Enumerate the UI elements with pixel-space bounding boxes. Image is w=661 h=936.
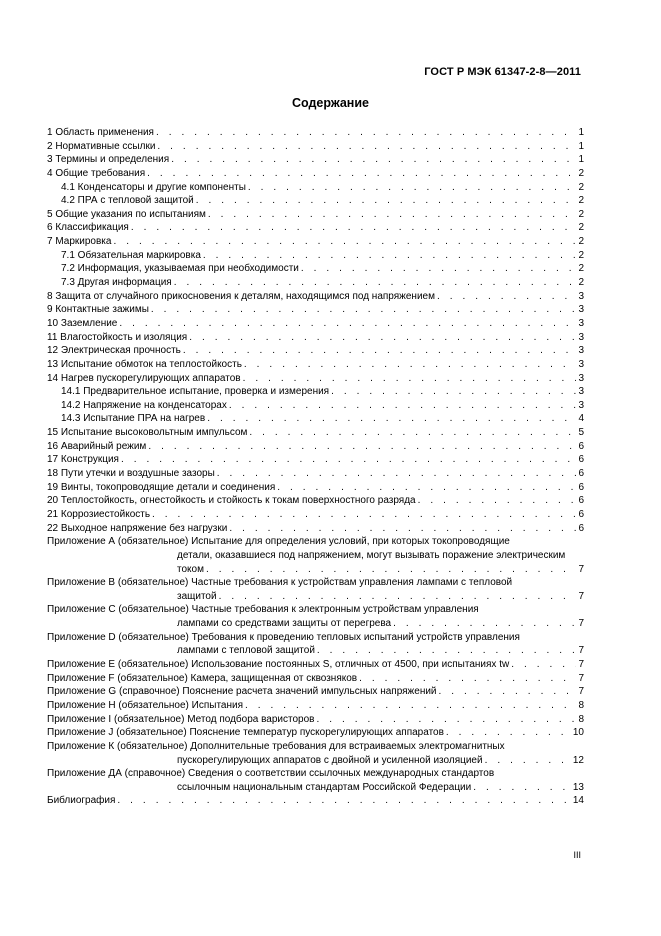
toc-entry-page: 3 <box>578 290 584 302</box>
annex-entry-last-line <box>47 563 584 577</box>
toc-entry-title: 4 Общие требования <box>47 167 146 179</box>
annex-entry-title: Библиография <box>47 795 116 807</box>
page-number: III <box>573 850 581 860</box>
annex-entry-line: детали, оказавшиеся под напряжением, могут вызывать поражение электрическим <box>177 549 566 561</box>
annex-entry[interactable] <box>47 699 584 713</box>
toc-entry[interactable] <box>47 290 584 304</box>
toc-entry[interactable] <box>47 276 584 290</box>
toc-entry[interactable] <box>47 344 584 358</box>
dot-leader <box>152 508 576 522</box>
dot-leader <box>131 221 577 235</box>
annex-entry-page: 8 <box>578 713 584 725</box>
annex-entry[interactable] <box>47 631 584 658</box>
toc-entry[interactable] <box>47 167 584 181</box>
annex-entry-line: лампами со средствами защиты от перегрева <box>177 618 392 630</box>
toc-entry-page: 2 <box>578 195 584 207</box>
toc-entry-page: 1 <box>578 126 584 138</box>
annex-entry[interactable] <box>47 767 584 794</box>
toc-entry[interactable] <box>47 126 584 140</box>
dot-leader <box>196 194 577 208</box>
dot-leader <box>151 303 577 317</box>
toc-entry-title: 4.2 ПРА с тепловой защитой <box>61 195 194 207</box>
toc-entry-title: 13 Испытание обмоток на теплостойкость <box>47 358 242 370</box>
toc-entry-title: 11 Влагостойкость и изоляция <box>47 331 188 343</box>
toc-entry-title: 3 Термины и определения <box>47 154 170 166</box>
dot-leader <box>219 590 577 604</box>
toc-entry-page: 3 <box>578 345 584 357</box>
annex-entry-page: 12 <box>572 754 584 766</box>
dot-leader <box>485 754 571 768</box>
dot-leader <box>208 208 577 222</box>
annex-entry-line: током <box>177 563 204 575</box>
dot-leader <box>393 617 576 631</box>
toc-entry[interactable] <box>47 358 584 372</box>
toc-entry-title: 17 Конструкция <box>47 454 119 466</box>
annex-entry-last-line <box>47 590 584 604</box>
annex-entry[interactable] <box>47 658 584 672</box>
annex-entry[interactable] <box>47 576 584 603</box>
toc-entry[interactable] <box>47 440 584 454</box>
dot-leader <box>277 481 576 495</box>
toc-entry-page: 6 <box>578 522 584 534</box>
toc-entry-page: 2 <box>578 277 584 289</box>
toc-entry-title: 15 Испытание высоковольтным импульсом <box>47 427 248 439</box>
toc-entry-title: 6 Классификация <box>47 222 129 234</box>
annex-entry-last-line <box>47 644 584 658</box>
toc-entry[interactable] <box>47 372 584 386</box>
dot-leader <box>243 372 577 386</box>
toc-entry[interactable] <box>47 317 584 331</box>
dot-leader <box>189 331 576 345</box>
toc-entry-page: 6 <box>578 481 584 493</box>
annex-entry[interactable] <box>47 603 584 630</box>
toc-entry-title: 21 Коррозиестойкость <box>47 508 151 520</box>
annex-entry-page: 7 <box>578 618 584 630</box>
toc-entry-page: 6 <box>578 508 584 520</box>
toc-entry-page: 3 <box>578 331 584 343</box>
toc-entry-title: 7.2 Информация, указываемая при необходимости <box>61 263 299 275</box>
annex-entry-line: защитой <box>177 590 217 602</box>
dot-leader <box>147 167 576 181</box>
toc-entry[interactable] <box>47 481 584 495</box>
document-header: ГОСТ Р МЭК 61347-2-8—2011 <box>424 66 581 78</box>
annex-entry-page: 7 <box>578 672 584 684</box>
toc-entry[interactable] <box>47 153 584 167</box>
dot-leader <box>174 276 577 290</box>
dot-leader <box>229 399 577 413</box>
toc-entry[interactable] <box>47 221 584 235</box>
toc-entry[interactable] <box>47 331 584 345</box>
toc-annexes <box>47 535 584 808</box>
toc-entry[interactable] <box>47 426 584 440</box>
dot-leader <box>117 794 570 808</box>
annex-entry-page: 13 <box>572 781 584 793</box>
annex-entry-line: Приложение D (обязательное) Требования к проведению тепловых испытаний устройств управления <box>47 631 520 643</box>
toc-entry[interactable] <box>47 385 584 399</box>
dot-leader <box>359 672 576 686</box>
annex-entry-page: 7 <box>578 563 584 575</box>
toc-entry[interactable] <box>47 494 584 508</box>
annex-entry[interactable] <box>47 726 584 740</box>
toc-entry-page: 6 <box>578 495 584 507</box>
toc-entry[interactable] <box>47 181 584 195</box>
toc-entry-page: 2 <box>578 208 584 220</box>
annex-entry-page: 7 <box>578 590 584 602</box>
dot-leader <box>244 358 577 372</box>
dot-leader <box>119 317 576 331</box>
annex-entry[interactable] <box>47 685 584 699</box>
dot-leader <box>249 426 576 440</box>
dot-leader <box>301 262 577 276</box>
dot-leader <box>317 644 577 658</box>
dot-leader <box>171 153 576 167</box>
annex-entry-title: Приложение I (обязательное) Метод подбора варисторов <box>47 713 315 725</box>
annex-entry-last-line <box>47 617 584 631</box>
toc-entry-page: 3 <box>578 372 584 384</box>
annex-entry[interactable] <box>47 740 584 767</box>
toc-entry-page: 3 <box>578 386 584 398</box>
toc-entry-page: 2 <box>578 181 584 193</box>
toc-entry-page: 3 <box>578 304 584 316</box>
toc-entry[interactable] <box>47 194 584 208</box>
annex-entry-line: Приложение В (обязательное) Частные требования к устройствам управления лампами с тепловой <box>47 577 513 589</box>
annex-entry-line: ссылочным национальным стандартам Российской Федерации <box>177 781 472 793</box>
toc-entry-title: 16 Аварийный режим <box>47 440 147 452</box>
dot-leader <box>157 140 576 154</box>
dot-leader <box>439 685 577 699</box>
toc-entry-page: 6 <box>578 468 584 479</box>
toc-entry-title: 19 Винты, токопроводящие детали и соединения <box>47 481 276 493</box>
toc-entry[interactable] <box>47 522 584 536</box>
toc-entry-title: 18 Пути утечки и воздушные зазоры <box>47 468 215 479</box>
toc-entry-page: 5 <box>578 427 584 439</box>
toc-entry[interactable] <box>47 467 584 481</box>
annex-entry-line: Приложение ДА (справочное) Сведения о соответствии ссылочных международных стандартов <box>47 768 495 780</box>
dot-leader <box>245 699 576 713</box>
toc-entry-page: 3 <box>578 317 584 329</box>
dot-leader <box>203 249 577 263</box>
toc-entry-title: 14.2 Напряжение на конденсаторах <box>61 399 227 411</box>
dot-leader <box>437 290 576 304</box>
dot-leader <box>183 344 577 358</box>
annex-entry-page: 7 <box>578 659 584 671</box>
toc-entry-title: 22 Выходное напряжение без нагрузки <box>47 522 228 534</box>
dot-leader <box>206 563 576 577</box>
toc-entry-page: 1 <box>578 154 584 166</box>
toc-entry-page: 3 <box>578 358 584 370</box>
dot-leader <box>446 726 571 740</box>
dot-leader <box>148 440 576 454</box>
toc-entry-title: 7.3 Другая информация <box>61 277 172 289</box>
annex-entry[interactable] <box>47 713 584 727</box>
annex-entry[interactable] <box>47 795 584 809</box>
toc-entry[interactable] <box>47 235 584 249</box>
toc-entry-page: 2 <box>578 249 584 261</box>
toc-entry[interactable] <box>47 262 584 276</box>
annex-entry-page: 10 <box>572 727 584 739</box>
toc-entry-title: 8 Защита от случайного прикосновения к деталям, находящимся под напряжением <box>47 290 435 302</box>
annex-entry[interactable] <box>47 535 584 576</box>
dot-leader <box>229 522 576 536</box>
annex-entry-last-line <box>47 754 584 768</box>
toc-entry-title: 14.3 Испытание ПРА на нагрев <box>61 413 206 425</box>
toc-entry-title: 7.1 Обязательная маркировка <box>61 249 201 261</box>
toc-entry-title: 2 Нормативные ссылки <box>47 140 156 152</box>
toc-entry[interactable] <box>47 412 584 426</box>
annex-entry-line: Приложение А (обязательное) Испытание для определения условий, при которых токопроводящие <box>47 536 510 548</box>
toc-entry[interactable] <box>47 508 584 522</box>
toc-entry[interactable] <box>47 249 584 263</box>
toc-entry-page: 6 <box>578 454 584 466</box>
toc-entry-page: 2 <box>578 167 584 179</box>
toc-entry-title: 9 Контактные зажимы <box>47 304 149 316</box>
dot-leader <box>207 412 576 426</box>
dot-leader <box>113 235 576 249</box>
toc-entry-page: 6 <box>578 440 584 452</box>
toc-entry-page: 3 <box>578 399 584 411</box>
annex-entry-title: Приложение G (справочное) Пояснение расчета значений импульсных напряжений <box>47 686 437 698</box>
toc-entry-title: 20 Теплостойкость, огнестойкость и стойкость к токам поверхностного разряда <box>47 495 416 507</box>
annex-entry-page: 7 <box>578 686 584 698</box>
annex-entry-line: лампами с тепловой защитой <box>177 645 315 657</box>
toc-entry-title: 7 Маркировка <box>47 236 112 248</box>
toc-entry-title: 12 Электрическая прочность <box>47 345 181 357</box>
page-title: Содержание <box>291 96 369 110</box>
toc-entry-title: 10 Заземление <box>47 317 118 329</box>
annex-entry-title: Приложение F (обязательное) Камера, защищенная от сквозняков <box>47 672 358 684</box>
toc-entry-page: 2 <box>578 236 584 248</box>
toc-entry-page: 4 <box>578 413 584 425</box>
dot-leader <box>473 781 571 795</box>
toc-entry-title: 14 Нагрев пускорегулирующих аппаратов <box>47 372 241 384</box>
toc-sections <box>47 126 584 535</box>
annex-entry-line: Приложение С (обязательное) Частные требования к электронным устройствам управления <box>47 604 479 616</box>
toc-entry-page: 2 <box>578 263 584 275</box>
annex-entry-line: Приложение К (обязательное) Дополнительные требования для встраиваемых электромагнитных <box>47 740 505 752</box>
table-of-contents <box>47 126 584 808</box>
dot-leader <box>418 494 577 508</box>
annex-entry[interactable] <box>47 672 584 686</box>
toc-entry[interactable] <box>47 208 584 222</box>
annex-entry-page: 8 <box>578 699 584 711</box>
annex-entry-title: Приложение J (обязательное) Пояснение температур пускорегулирующих аппаратов <box>47 727 444 739</box>
toc-entry[interactable] <box>47 303 584 317</box>
toc-entry-title: 14.1 Предварительное испытание, проверка и измерения <box>61 386 330 398</box>
dot-leader <box>156 126 576 140</box>
annex-entry-line: пускорегулирующих аппаратов с двойной и усиленной изоляцией <box>177 754 483 766</box>
toc-entry-title: 5 Общие указания по испытаниям <box>47 208 206 220</box>
annex-entry-page: 7 <box>578 645 584 657</box>
dot-leader <box>217 467 577 481</box>
toc-entry[interactable] <box>47 140 584 154</box>
dot-leader <box>121 453 576 467</box>
toc-entry-title: 1 Область применения <box>47 126 154 138</box>
annex-entry-title: Приложение Е (обязательное) Использование постоянных S, отличных от 4500, при испытаниях tw <box>47 659 510 671</box>
annex-entry-title: Приложение Н (обязательное) Испытания <box>47 699 244 711</box>
annex-entry-last-line <box>47 781 584 795</box>
toc-entry[interactable] <box>47 453 584 467</box>
toc-entry[interactable] <box>47 399 584 413</box>
toc-entry-page: 2 <box>578 222 584 234</box>
dot-leader <box>316 713 576 727</box>
dot-leader <box>248 181 577 195</box>
annex-entry-page: 14 <box>572 795 584 807</box>
dot-leader <box>511 658 576 672</box>
toc-entry-page: 1 <box>578 140 584 152</box>
dot-leader <box>331 385 576 399</box>
toc-entry-title: 4.1 Конденсаторы и другие компоненты <box>61 181 246 193</box>
